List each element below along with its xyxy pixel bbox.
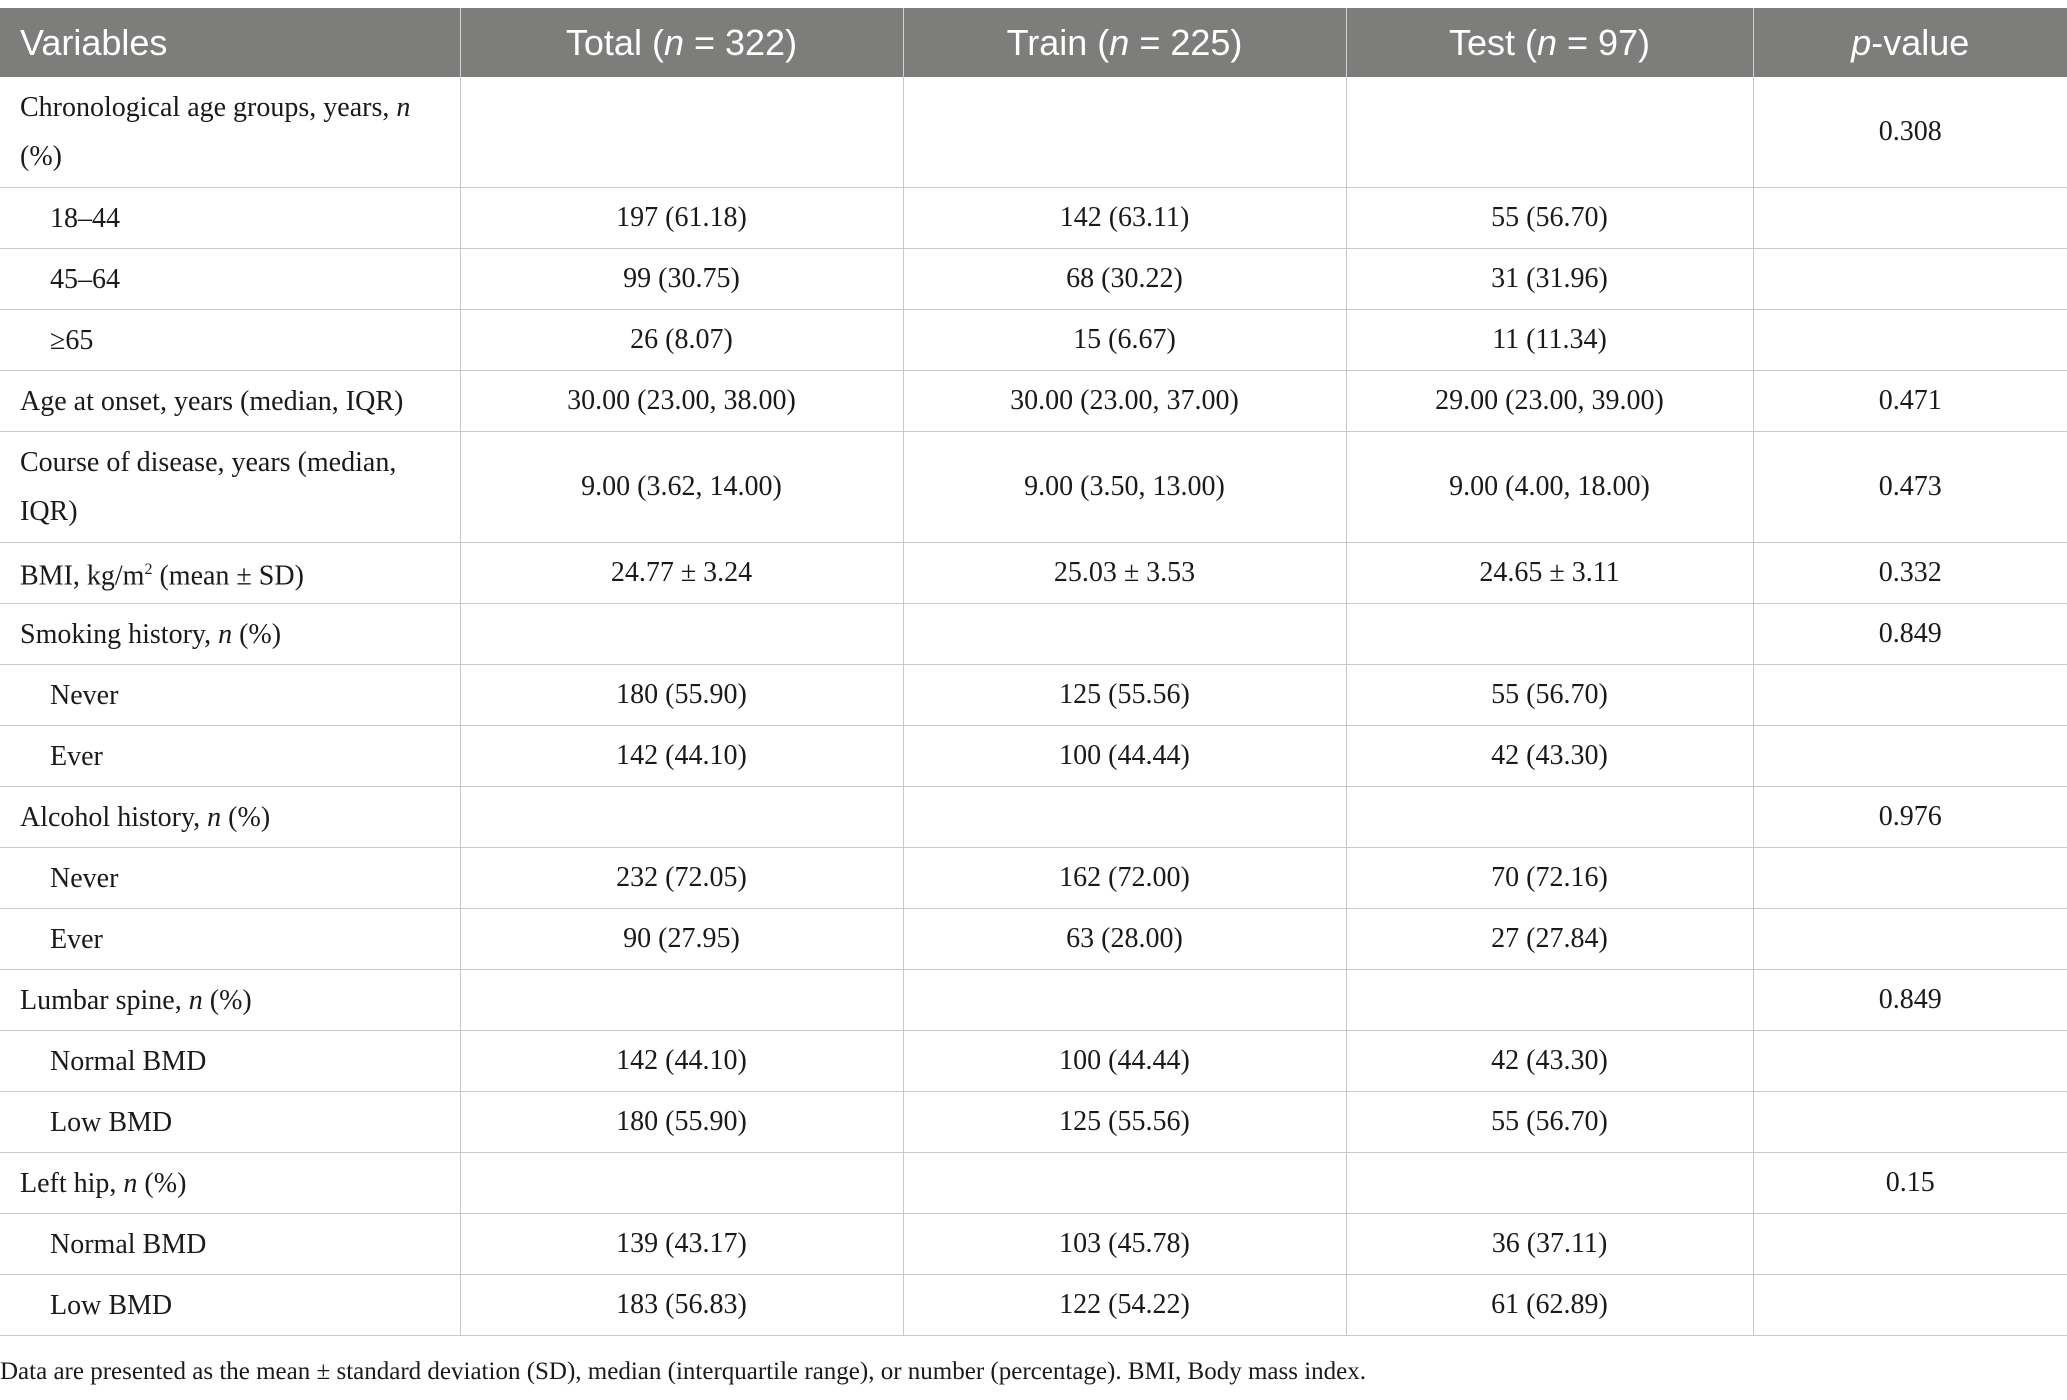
train-cell: 142 (63.11) xyxy=(903,188,1346,249)
p-cell xyxy=(1753,909,2067,970)
p-cell: 0.473 xyxy=(1753,432,2067,543)
table-row xyxy=(0,848,2067,909)
train-cell: 63 (28.00) xyxy=(903,909,1346,970)
variable-cell: Smoking history, n (%) xyxy=(0,604,460,665)
total-cell: 142 (44.10) xyxy=(460,726,903,787)
test-cell: 70 (72.16) xyxy=(1346,848,1753,909)
test-cell: 36 (37.11) xyxy=(1346,1214,1753,1275)
total-cell xyxy=(460,1153,903,1214)
table-row xyxy=(0,543,2067,604)
total-cell xyxy=(460,77,903,188)
table-row xyxy=(0,188,2067,249)
train-cell: 100 (44.44) xyxy=(903,726,1346,787)
train-cell: 103 (45.78) xyxy=(903,1214,1346,1275)
variable-cell: Chronological age groups, years, n (%) xyxy=(0,77,460,188)
header-train: Train (n = 225) xyxy=(903,8,1346,77)
variable-cell: Low BMD xyxy=(0,1092,460,1153)
table-row xyxy=(0,1214,2067,1275)
p-cell: 0.976 xyxy=(1753,787,2067,848)
train-cell: 125 (55.56) xyxy=(903,1092,1346,1153)
test-cell: 42 (43.30) xyxy=(1346,726,1753,787)
table-row xyxy=(0,970,2067,1031)
table-row xyxy=(0,604,2067,665)
test-cell: 55 (56.70) xyxy=(1346,188,1753,249)
variable-cell: Left hip, n (%) xyxy=(0,1153,460,1214)
total-cell xyxy=(460,604,903,665)
p-cell xyxy=(1753,310,2067,371)
variable-cell: Course of disease, years (median, IQR) xyxy=(0,432,460,543)
total-cell: 90 (27.95) xyxy=(460,909,903,970)
p-cell: 0.308 xyxy=(1753,77,2067,188)
variable-cell: 18–44 xyxy=(0,188,460,249)
baseline-characteristics-table xyxy=(0,8,2067,1336)
test-cell xyxy=(1346,77,1753,188)
p-cell xyxy=(1753,1092,2067,1153)
total-cell xyxy=(460,970,903,1031)
train-cell: 100 (44.44) xyxy=(903,1031,1346,1092)
variable-cell: Ever xyxy=(0,726,460,787)
total-cell: 30.00 (23.00, 38.00) xyxy=(460,371,903,432)
test-cell: 11 (11.34) xyxy=(1346,310,1753,371)
p-cell xyxy=(1753,1214,2067,1275)
train-cell xyxy=(903,787,1346,848)
variable-cell: Never xyxy=(0,848,460,909)
total-cell: 142 (44.10) xyxy=(460,1031,903,1092)
header-p-value: p-value xyxy=(1753,8,2067,77)
table-row xyxy=(0,1092,2067,1153)
table-row xyxy=(0,1031,2067,1092)
train-cell: 30.00 (23.00, 37.00) xyxy=(903,371,1346,432)
header-test: Test (n = 97) xyxy=(1346,8,1753,77)
total-cell: 180 (55.90) xyxy=(460,665,903,726)
train-cell: 25.03 ± 3.53 xyxy=(903,543,1346,604)
header-variables: Variables xyxy=(0,8,460,77)
test-cell xyxy=(1346,604,1753,665)
test-cell xyxy=(1346,1153,1753,1214)
p-cell xyxy=(1753,665,2067,726)
total-cell: 26 (8.07) xyxy=(460,310,903,371)
train-cell: 125 (55.56) xyxy=(903,665,1346,726)
total-cell xyxy=(460,787,903,848)
table-row xyxy=(0,1153,2067,1214)
table-row xyxy=(0,77,2067,188)
table-row xyxy=(0,371,2067,432)
p-cell xyxy=(1753,249,2067,310)
variable-cell: ≥65 xyxy=(0,310,460,371)
total-cell: 139 (43.17) xyxy=(460,1214,903,1275)
p-cell: 0.471 xyxy=(1753,371,2067,432)
total-cell: 197 (61.18) xyxy=(460,188,903,249)
p-cell: 0.849 xyxy=(1753,970,2067,1031)
variable-cell: Lumbar spine, n (%) xyxy=(0,970,460,1031)
table-row xyxy=(0,665,2067,726)
train-cell xyxy=(903,1153,1346,1214)
variable-cell: Ever xyxy=(0,909,460,970)
test-cell: 55 (56.70) xyxy=(1346,665,1753,726)
p-cell: 0.15 xyxy=(1753,1153,2067,1214)
test-cell xyxy=(1346,787,1753,848)
test-cell: 29.00 (23.00, 39.00) xyxy=(1346,371,1753,432)
test-cell: 55 (56.70) xyxy=(1346,1092,1753,1153)
train-cell xyxy=(903,970,1346,1031)
total-cell: 24.77 ± 3.24 xyxy=(460,543,903,604)
total-cell: 9.00 (3.62, 14.00) xyxy=(460,432,903,543)
table-row xyxy=(0,249,2067,310)
p-cell xyxy=(1753,1275,2067,1336)
test-cell: 61 (62.89) xyxy=(1346,1275,1753,1336)
test-cell xyxy=(1346,970,1753,1031)
train-cell: 68 (30.22) xyxy=(903,249,1346,310)
total-cell: 180 (55.90) xyxy=(460,1092,903,1153)
table-row xyxy=(0,787,2067,848)
table-row xyxy=(0,726,2067,787)
train-cell xyxy=(903,604,1346,665)
variable-cell: Low BMD xyxy=(0,1275,460,1336)
p-cell xyxy=(1753,848,2067,909)
table-footnote: Data are presented as the mean ± standard deviation (SD), median (interquartile range), or number (percentage). BMI, Body mass index. xyxy=(0,1358,1367,1385)
p-cell xyxy=(1753,188,2067,249)
total-cell: 183 (56.83) xyxy=(460,1275,903,1336)
train-cell xyxy=(903,77,1346,188)
test-cell: 31 (31.96) xyxy=(1346,249,1753,310)
test-cell: 42 (43.30) xyxy=(1346,1031,1753,1092)
test-cell: 9.00 (4.00, 18.00) xyxy=(1346,432,1753,543)
table-row xyxy=(0,909,2067,970)
table-row xyxy=(0,310,2067,371)
train-cell: 15 (6.67) xyxy=(903,310,1346,371)
test-cell: 27 (27.84) xyxy=(1346,909,1753,970)
p-cell: 0.332 xyxy=(1753,543,2067,604)
train-cell: 162 (72.00) xyxy=(903,848,1346,909)
table-row xyxy=(0,1275,2067,1336)
train-cell: 122 (54.22) xyxy=(903,1275,1346,1336)
variable-cell: Alcohol history, n (%) xyxy=(0,787,460,848)
variable-cell: 45–64 xyxy=(0,249,460,310)
train-cell: 9.00 (3.50, 13.00) xyxy=(903,432,1346,543)
p-cell xyxy=(1753,1031,2067,1092)
total-cell: 232 (72.05) xyxy=(460,848,903,909)
variable-cell: Normal BMD xyxy=(0,1031,460,1092)
test-cell: 24.65 ± 3.11 xyxy=(1346,543,1753,604)
p-cell xyxy=(1753,726,2067,787)
p-cell: 0.849 xyxy=(1753,604,2067,665)
variable-cell: Never xyxy=(0,665,460,726)
variable-cell: Normal BMD xyxy=(0,1214,460,1275)
header-total: Total (n = 322) xyxy=(460,8,903,77)
table-row xyxy=(0,432,2067,543)
variable-cell: BMI, $kg/m^2$ (mean ± SD) xyxy=(0,543,460,604)
total-cell: 99 (30.75) xyxy=(460,249,903,310)
header-row xyxy=(0,8,2067,77)
variable-cell: Age at onset, years (median, IQR) xyxy=(0,371,460,432)
